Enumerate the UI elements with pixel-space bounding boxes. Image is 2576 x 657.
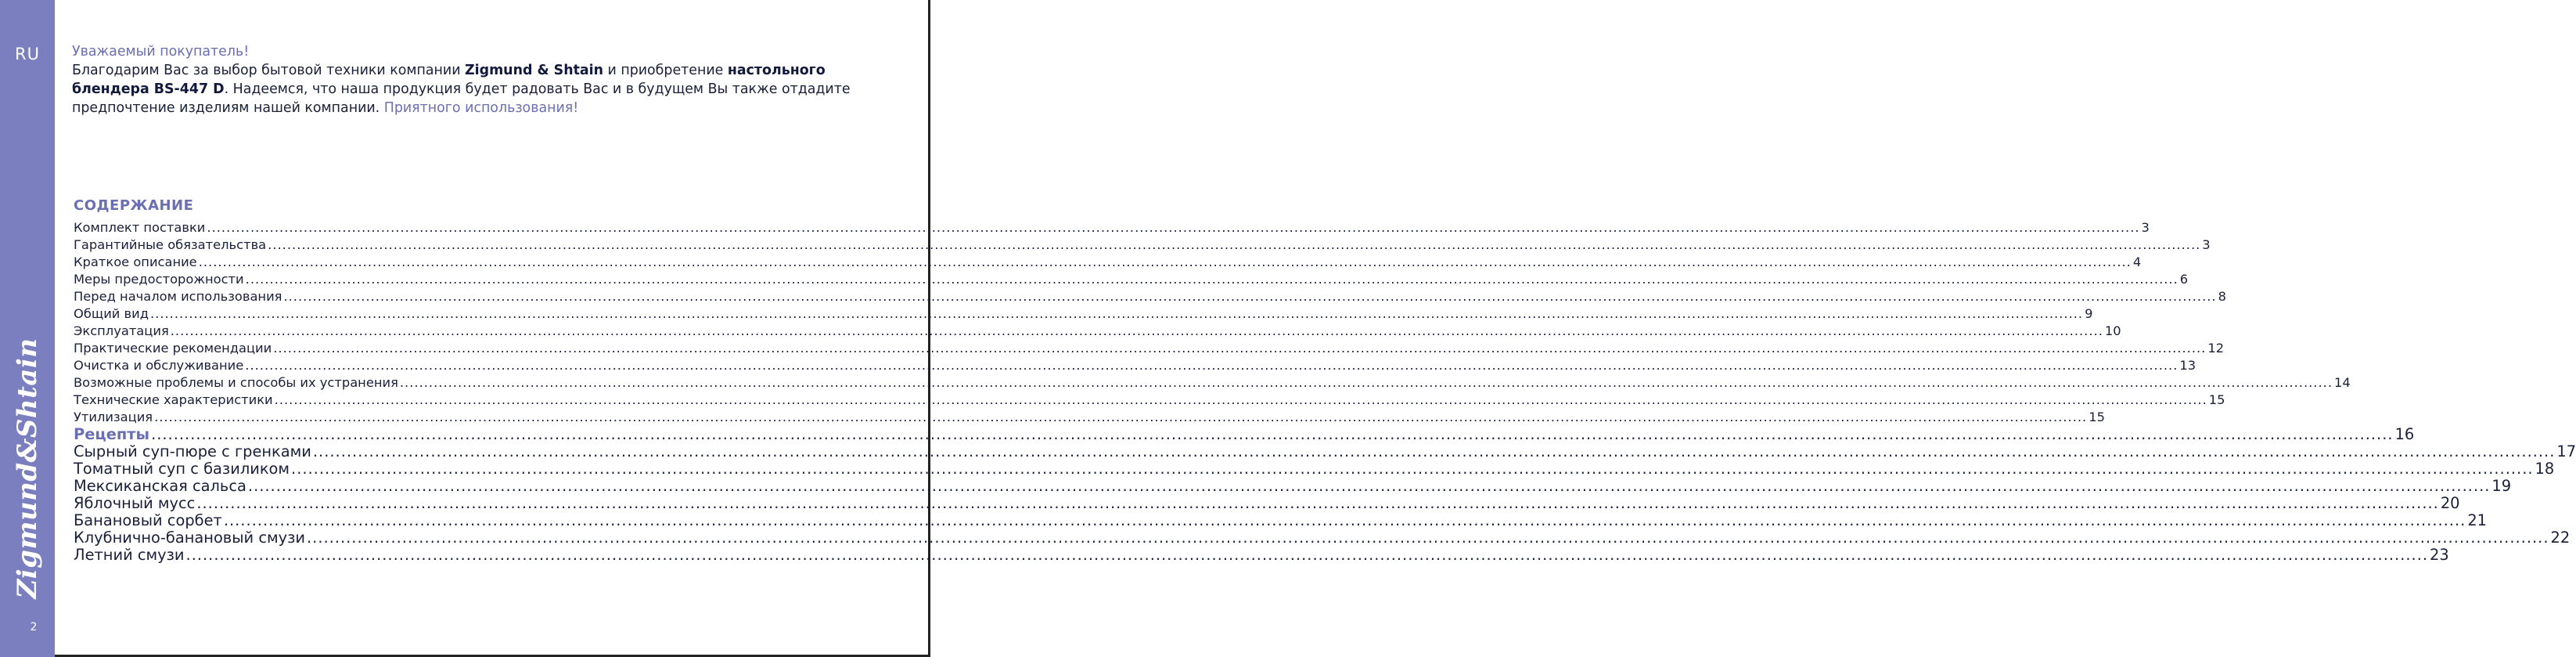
toc-dot-leader: ................................................................................................................................................................................................................................................................................................................................................................................................................ [151,425,2394,443]
toc-item-page: 6 [2179,272,2189,287]
toc-item-title: Возможные проблемы и способы их устранения [74,375,398,390]
toc-dot-leader: ................................................................................................................................................................................................................................................................................................................................................................................................................ [198,254,2132,269]
toc-item-page: 10 [2104,323,2121,338]
toc-item[interactable] [74,305,2093,323]
toc-dot-leader: ................................................................................................................................................................................................................................................................................................................................................................................................................ [283,289,2217,304]
toc-item[interactable] [74,477,2512,495]
toc-item-title: Технические характеристики [74,392,273,407]
greeting: Уважаемый покупатель! [72,44,250,60]
toc-item-page: 18 [2535,460,2555,478]
toc-dot-leader: ................................................................................................................................................................................................................................................................................................................................................................................................................ [273,341,2207,356]
toc-item-page: 23 [2430,546,2449,564]
toc-item[interactable] [74,236,2211,254]
toc-dot-leader: ................................................................................................................................................................................................................................................................................................................................................................................................................ [185,546,2429,564]
product-name: настольного блендера BS-447 D [72,63,826,97]
toc-item[interactable] [74,392,2225,409]
toc-item-page: 3 [2141,220,2150,235]
toc-item[interactable] [74,219,2150,236]
toc-item[interactable] [74,288,2226,305]
toc-dot-leader: ................................................................................................................................................................................................................................................................................................................................................................................................................ [268,237,2201,252]
toc-item-page: 22 [2550,529,2571,547]
toc-item-page: 19 [2491,477,2512,495]
intro-part-1: Благодарим Вас за выбор бытовой техники компании [72,63,466,78]
toc-item[interactable] [74,460,2555,478]
toc-item[interactable] [74,357,2196,374]
toc-item-page: 17 [2556,442,2576,460]
toc-item-title: Рецепты [74,425,150,443]
toc-dot-leader: ................................................................................................................................................................................................................................................................................................................................................................................................................ [154,410,2088,424]
toc-item-title: Меры предосторожности [74,272,244,287]
toc-item[interactable] [74,254,2142,271]
toc-dot-leader: ................................................................................................................................................................................................................................................................................................................................................................................................................ [170,323,2103,338]
toc-dot-leader: ................................................................................................................................................................................................................................................................................................................................................................................................................ [312,442,2556,460]
language-label: RU [15,45,40,63]
brand-logo: Zigmund&Shtain [12,338,43,599]
toc-item[interactable] [74,546,2449,564]
toc-item-title: Комплект поставки [74,220,206,235]
toc-item[interactable] [74,511,2487,529]
toc-item-page: 12 [2207,341,2225,356]
toc-item-page: 13 [2179,358,2196,373]
toc-item-page: 9 [2085,306,2093,321]
toc-item-title: Летний смузи [74,546,185,564]
toc-item[interactable] [74,340,2225,357]
toc-item-title: Краткое описание [74,254,197,269]
toc-item-title: Яблочный мусс [74,494,196,512]
toc-dot-leader: ................................................................................................................................................................................................................................................................................................................................................................................................................ [245,358,2178,373]
toc-item-title: Клубнично-банановый смузи [74,529,305,547]
toc-item[interactable] [74,409,2105,426]
toc-item[interactable] [74,374,2351,392]
toc-item[interactable] [74,494,2460,512]
toc-item-page: 14 [2334,375,2351,390]
toc-item-page: 4 [2132,254,2142,269]
toc-item-title: Банановый сорбет [74,511,222,529]
toc-item-title: Перед началом использования [74,289,282,304]
toc-item-title: Очистка и обслуживание [74,358,244,373]
toc-item-title: Утилизация [74,410,153,424]
toc-dot-leader: ................................................................................................................................................................................................................................................................................................................................................................................................................ [207,220,2140,235]
closing-phrase: Приятного использования! [383,100,579,116]
toc-item-title: Мексиканская сальса [74,477,246,495]
toc-item-title: Эксплуатация [74,323,169,338]
toc-item[interactable] [74,529,2571,547]
toc-dot-leader: ................................................................................................................................................................................................................................................................................................................................................................................................................ [274,392,2207,407]
toc-item[interactable] [74,425,2415,443]
intro-text [72,42,886,117]
toc-item[interactable] [74,442,2576,460]
toc-item-page: 15 [2089,410,2105,424]
toc-dot-leader: ................................................................................................................................................................................................................................................................................................................................................................................................................ [245,272,2178,287]
toc-dot-leader: ................................................................................................................................................................................................................................................................................................................................................................................................................ [307,529,2549,547]
toc-dot-leader: ................................................................................................................................................................................................................................................................................................................................................................................................................ [399,375,2333,390]
toc-item-page: 3 [2202,237,2211,252]
toc-dot-leader: ................................................................................................................................................................................................................................................................................................................................................................................................................ [223,511,2466,529]
brand-name: Zigmund & Shtain [465,63,603,78]
toc-dot-leader: ................................................................................................................................................................................................................................................................................................................................................................................................................ [291,460,2534,478]
toc-item-page: 21 [2467,511,2487,529]
toc-item-page: 15 [2208,392,2225,407]
toc-item-title: Практические рекомендации [74,341,272,356]
intro-part-2: и приобретение [603,63,728,78]
toc-item-page: 20 [2440,494,2460,512]
toc-item-title: Гарантийные обязательства [74,237,267,252]
toc-heading: СОДЕРЖАНИЕ [74,197,194,214]
intro-part-3: . Надеемся, что наша продукция будет радовать Вас и в будущем Вы также отдадите предпочтение изделиям нашей компании. [72,81,851,116]
toc-item[interactable] [74,271,2189,288]
toc-item[interactable] [74,323,2121,340]
intro-paragraph [72,61,886,117]
sidebar [0,0,55,657]
table-of-contents [74,219,2576,564]
toc-dot-leader: ................................................................................................................................................................................................................................................................................................................................................................................................................ [247,477,2491,495]
toc-dot-leader: ................................................................................................................................................................................................................................................................................................................................................................................................................ [196,494,2439,512]
toc-item-title: Общий вид [74,306,149,321]
toc-item-title: Сырный суп-пюре с гренками [74,442,311,460]
page-number: 2 [30,621,38,634]
toc-item-page: 8 [2218,289,2226,304]
toc-item-title: Томатный суп с базиликом [74,460,290,478]
toc-item-page: 16 [2394,425,2415,443]
toc-dot-leader: ................................................................................................................................................................................................................................................................................................................................................................................................................ [149,306,2084,321]
